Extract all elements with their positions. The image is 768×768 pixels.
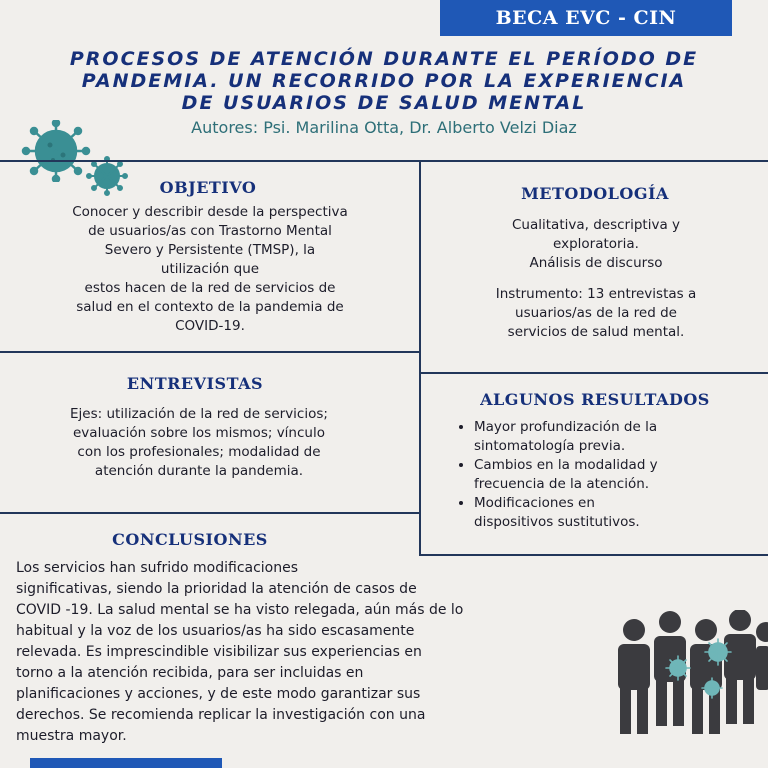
title-line: PANDEMIA. UN RECORRIDO POR LA EXPERIENCIA <box>81 70 687 92</box>
list-item <box>474 494 756 532</box>
title-line: DE USUARIOS DE SALUD MENTAL <box>181 92 587 114</box>
metodologia-heading: METODOLOGÍA <box>521 184 669 203</box>
text-line: • Modificaciones en <box>474 495 595 511</box>
divider <box>419 160 421 556</box>
text-line: Conocer y describir desde la perspectiva <box>72 204 348 220</box>
text-line: evaluación sobre los mismos; vínculo <box>73 425 325 441</box>
resultados-list <box>456 418 756 532</box>
text-line: utilización que <box>160 261 260 277</box>
text-line: • Mayor profundización de la <box>474 419 658 435</box>
text-line: usuarios/as de la red de <box>515 305 677 321</box>
list-item <box>474 418 756 456</box>
title-line: PROCESOS DE ATENCIÓN DURANTE EL PERÍODO DE <box>69 48 699 70</box>
authors: Autores: Psi. Marilina Otta, Dr. Alberto Velzi Diaz <box>191 118 577 137</box>
people-group-icon <box>606 610 768 740</box>
text-line: • Cambios en la modalidad y <box>474 457 658 473</box>
text-line: salud en el contexto de la pandemia de <box>76 299 344 315</box>
text-line: dispositivos sustitutivos. <box>474 514 640 530</box>
text-line: derechos. Se recomienda replicar la investigación con una <box>16 707 426 723</box>
text-line: habitual y la voz de los usuarios/as ha sido escasamente <box>16 623 415 639</box>
text-line: exploratoria. <box>553 236 639 252</box>
text-line: relevada. Es imprescindible visibilizar sus experiencias en <box>16 644 422 660</box>
text-line: Ejes: utilización de la red de servicios; <box>70 406 328 422</box>
divider <box>0 351 420 353</box>
objetivo-heading: OBJETIVO <box>159 178 257 197</box>
text-line: significativas, siendo la prioridad la atención de casos de <box>16 581 417 597</box>
text-line: Instrumento: 13 entrevistas a <box>495 286 697 302</box>
text-line: COVID -19. La salud mental se ha visto relegada, aún más de lo <box>16 602 464 618</box>
text-line: muestra mayor. <box>16 728 127 744</box>
text-line: Severo y Persistente (TMSP), la <box>104 242 316 258</box>
divider <box>0 160 768 162</box>
text-line: atención durante la pandemia. <box>94 463 304 479</box>
text-line: sintomatología previa. <box>474 438 626 454</box>
text-line: servicios de salud mental. <box>507 324 685 340</box>
text-line: Cualitativa, descriptiva y <box>512 217 680 233</box>
metodologia-text-a <box>426 216 766 273</box>
text-line: de usuarios/as con Trastorno Mental <box>88 223 332 239</box>
entrevistas-text <box>4 405 394 481</box>
conclusiones-heading: CONCLUSIONES <box>112 530 268 549</box>
text-line: COVID-19. <box>175 318 245 334</box>
entrevistas-heading: ENTREVISTAS <box>126 374 264 393</box>
resultados-heading: ALGUNOS RESULTADOS <box>480 390 710 409</box>
badge: BECA EVC - CIN <box>440 0 732 36</box>
list-item <box>474 456 756 494</box>
page-title <box>0 48 768 114</box>
text-line: torno a la atención recibida, para ser incluidas en <box>16 665 364 681</box>
text-line: Los servicios han sufrido modificaciones <box>16 560 299 576</box>
text-line: frecuencia de la atención. <box>474 476 650 492</box>
metodologia-text-b <box>426 285 766 342</box>
objetivo-text <box>4 203 416 336</box>
conclusiones-text <box>16 558 616 747</box>
text-line: Análisis de discurso <box>529 255 663 271</box>
divider <box>0 512 420 514</box>
text-line: con los profesionales; modalidad de <box>77 444 321 460</box>
text-line: planificaciones y acciones, y de este modo garantizar sus <box>16 686 421 702</box>
divider <box>420 554 768 556</box>
footer-bar <box>30 758 222 768</box>
divider <box>420 372 768 374</box>
text-line: estos hacen de la red de servicios de <box>84 280 336 296</box>
